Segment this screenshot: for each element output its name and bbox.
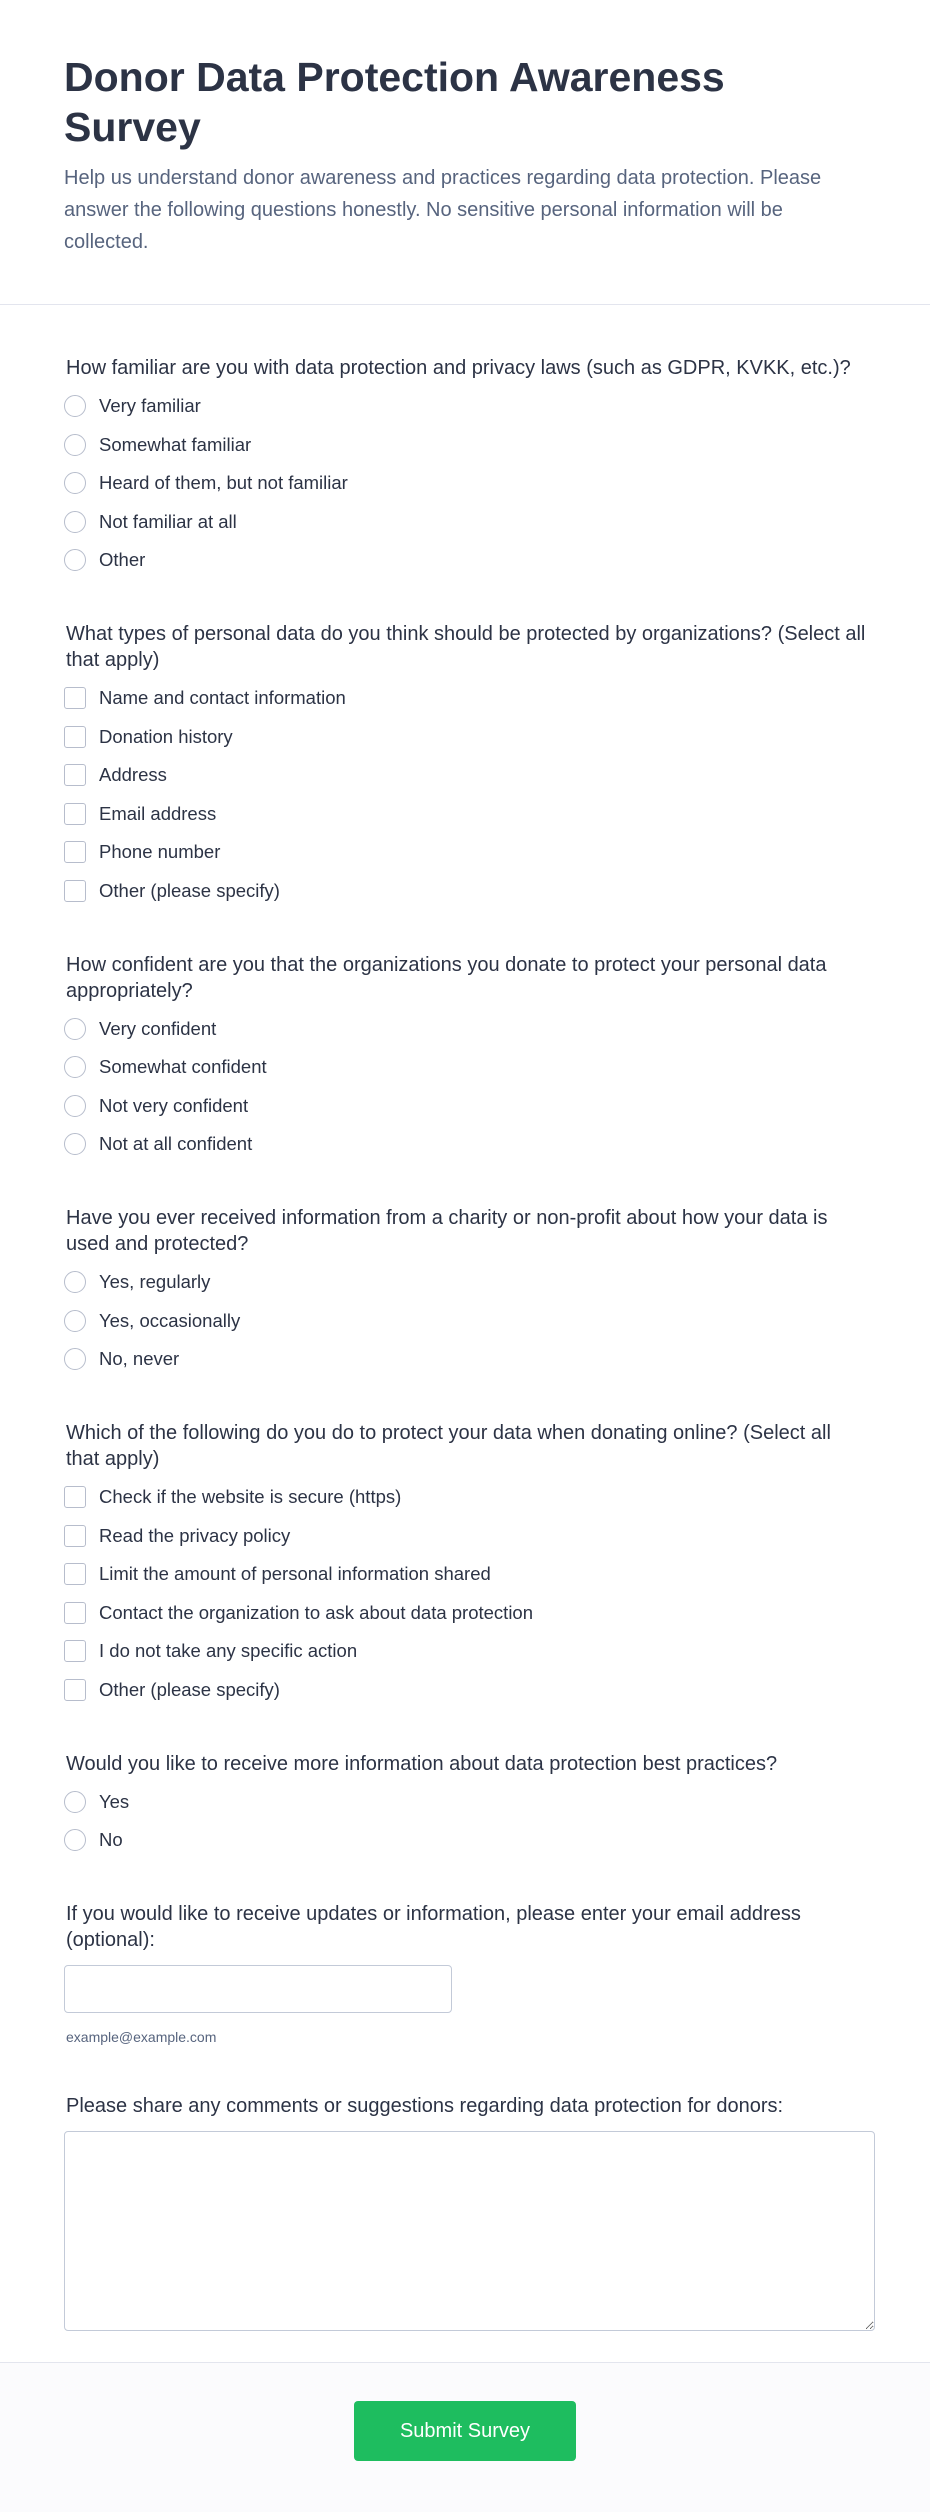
radio-button[interactable] bbox=[64, 434, 86, 456]
checkbox-option[interactable] bbox=[64, 1561, 866, 1587]
checkbox[interactable] bbox=[64, 880, 86, 902]
radio-button[interactable] bbox=[64, 1056, 86, 1078]
option-label[interactable]: Other bbox=[99, 549, 146, 570]
email-sublabel: example@example.com bbox=[66, 2029, 217, 2045]
question-label: Have you ever received information from a charity or non-profit about how your data is used and protected? bbox=[66, 1207, 828, 1255]
radio-option[interactable] bbox=[64, 547, 866, 573]
option-label[interactable]: Other (please specify) bbox=[99, 1678, 280, 1700]
option-label[interactable]: Yes bbox=[99, 1790, 130, 1812]
checkbox[interactable] bbox=[64, 1602, 86, 1624]
option-label[interactable]: Address bbox=[99, 764, 167, 785]
question-familiarity bbox=[64, 355, 866, 573]
checkbox-option[interactable] bbox=[64, 724, 866, 750]
checkbox-option[interactable] bbox=[64, 1523, 866, 1549]
option-label[interactable]: Read the privacy policy bbox=[99, 1524, 291, 1546]
option-label[interactable]: Not familiar at all bbox=[99, 510, 237, 532]
option-label[interactable]: Email address bbox=[99, 802, 217, 824]
radio-button[interactable] bbox=[64, 1791, 86, 1813]
radio-button[interactable] bbox=[64, 472, 86, 494]
checkbox[interactable] bbox=[64, 764, 86, 786]
option-label[interactable]: Other (please specify) bbox=[99, 879, 280, 901]
checkbox-option[interactable] bbox=[64, 1484, 866, 1510]
radio-option[interactable] bbox=[64, 1016, 866, 1042]
radio-button[interactable] bbox=[64, 1133, 86, 1155]
radio-button[interactable] bbox=[64, 1348, 86, 1370]
question-label: What types of personal data do you think should be protected by organizations? (Select all that apply) bbox=[66, 623, 866, 671]
question-label: Please share any comments or suggestions regarding data protection for donors: bbox=[66, 2095, 784, 2117]
option-label[interactable]: Heard of them, but not familiar bbox=[99, 472, 348, 493]
question-label: Which of the following do you do to protect your data when donating online? (Select all that apply) bbox=[66, 1422, 831, 1470]
question-label: How familiar are you with data protection and privacy laws (such as GDPR, KVKK, etc.)? bbox=[66, 357, 851, 379]
option-label[interactable]: Very confident bbox=[99, 1017, 217, 1039]
radio-option[interactable] bbox=[64, 1346, 866, 1372]
checkbox-option[interactable] bbox=[64, 762, 866, 788]
question-label: Would you like to receive more information about data protection best practices? bbox=[66, 1752, 778, 1775]
radio-button[interactable] bbox=[64, 1095, 86, 1117]
radio-button[interactable] bbox=[64, 511, 86, 533]
form-header bbox=[0, 0, 930, 305]
option-label[interactable]: Yes, regularly bbox=[99, 1271, 211, 1292]
checkbox[interactable] bbox=[64, 1563, 86, 1585]
checkbox[interactable] bbox=[64, 1679, 86, 1701]
question-label: How confident are you that the organizations you donate to protect your personal data appropriately? bbox=[66, 953, 827, 1002]
radio-option[interactable] bbox=[64, 509, 866, 535]
radio-option[interactable] bbox=[64, 1789, 866, 1815]
checkbox-option[interactable] bbox=[64, 1638, 866, 1664]
question-more-info bbox=[64, 1751, 866, 1854]
radio-option[interactable] bbox=[64, 1269, 866, 1295]
option-label[interactable]: Not very confident bbox=[99, 1094, 249, 1116]
checkbox[interactable] bbox=[64, 726, 86, 748]
checkbox-option[interactable] bbox=[64, 1677, 866, 1703]
radio-button[interactable] bbox=[64, 549, 86, 571]
survey-form bbox=[0, 305, 930, 2331]
radio-option[interactable] bbox=[64, 470, 866, 496]
checkbox[interactable] bbox=[64, 1486, 86, 1508]
checkbox-option[interactable] bbox=[64, 878, 866, 904]
radio-option[interactable] bbox=[64, 1054, 866, 1080]
checkbox[interactable] bbox=[64, 1640, 86, 1662]
radio-option[interactable] bbox=[64, 432, 866, 458]
option-label[interactable]: Check if the website is secure (https) bbox=[99, 1486, 402, 1507]
option-label[interactable]: Somewhat confident bbox=[99, 1056, 267, 1077]
radio-button[interactable] bbox=[64, 395, 86, 417]
question-confidence bbox=[64, 952, 866, 1158]
radio-option[interactable] bbox=[64, 1827, 866, 1853]
option-label[interactable]: I do not take any specific action bbox=[99, 1640, 358, 1661]
question-protection-actions bbox=[64, 1420, 866, 1703]
checkbox[interactable] bbox=[64, 841, 86, 863]
checkbox-option[interactable] bbox=[64, 801, 866, 827]
form-footer bbox=[0, 2362, 930, 2512]
question-comments bbox=[64, 2093, 866, 2331]
radio-option[interactable] bbox=[64, 1308, 866, 1334]
option-label[interactable]: Limit the amount of personal information shared bbox=[99, 1563, 491, 1584]
comments-textarea[interactable] bbox=[64, 2131, 875, 2331]
checkbox-option[interactable] bbox=[64, 839, 866, 865]
page-description: Help us understand donor awareness and practices regarding data protection. Please answer the following questions honestly. No sensitive personal information will be collected. bbox=[64, 167, 822, 253]
checkbox[interactable] bbox=[64, 1525, 86, 1547]
option-label[interactable]: Somewhat familiar bbox=[99, 433, 252, 455]
radio-button[interactable] bbox=[64, 1310, 86, 1332]
option-label[interactable]: Yes, occasionally bbox=[99, 1309, 241, 1331]
radio-option[interactable] bbox=[64, 1093, 866, 1119]
radio-button[interactable] bbox=[64, 1271, 86, 1293]
radio-option[interactable] bbox=[64, 393, 866, 419]
option-label[interactable]: Phone number bbox=[99, 841, 221, 862]
option-label[interactable]: No, never bbox=[99, 1348, 180, 1369]
page-title: Donor Data Protection Awareness Survey bbox=[64, 54, 725, 150]
option-label[interactable]: Name and contact information bbox=[99, 687, 346, 708]
checkbox[interactable] bbox=[64, 803, 86, 825]
radio-button[interactable] bbox=[64, 1018, 86, 1040]
option-label[interactable]: Contact the organization to ask about data protection bbox=[99, 1601, 534, 1623]
question-data-types bbox=[64, 621, 866, 904]
radio-button[interactable] bbox=[64, 1829, 86, 1851]
question-received-info bbox=[64, 1205, 866, 1372]
option-label[interactable]: Very familiar bbox=[99, 395, 201, 416]
question-email bbox=[64, 1901, 866, 2045]
question-label: If you would like to receive updates or information, please enter your email address (optional): bbox=[66, 1903, 801, 1951]
option-label[interactable]: Not at all confident bbox=[99, 1133, 253, 1154]
email-input[interactable] bbox=[64, 1965, 452, 2013]
option-label[interactable]: Donation history bbox=[99, 725, 233, 747]
submit-button[interactable]: Submit Survey bbox=[354, 2401, 576, 2461]
checkbox-option[interactable] bbox=[64, 685, 866, 711]
option-label[interactable]: No bbox=[99, 1829, 123, 1850]
checkbox-option[interactable] bbox=[64, 1600, 866, 1626]
checkbox[interactable] bbox=[64, 687, 86, 709]
radio-option[interactable] bbox=[64, 1131, 866, 1157]
